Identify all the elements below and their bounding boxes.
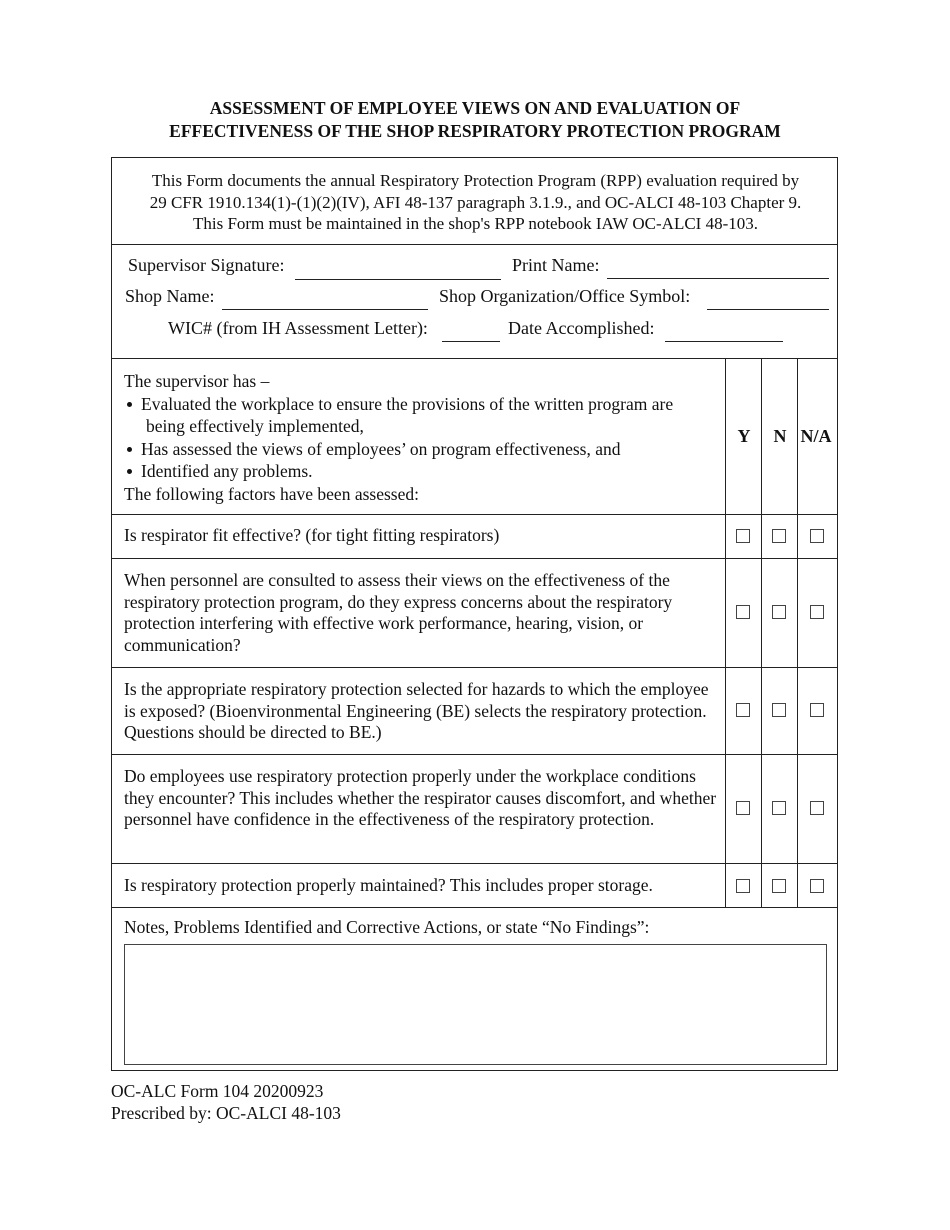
supervisor-bullet-1-cont: being effectively implemented, (146, 416, 364, 436)
supervisor-intro: The supervisor has – (124, 371, 270, 391)
supervisor-bullet-3: Identified any problems. (124, 460, 673, 483)
supervisor-signature-field[interactable] (295, 279, 501, 280)
column-header-na: N/A (800, 426, 832, 446)
q1-no-checkbox[interactable] (772, 529, 786, 543)
q5-na-checkbox[interactable] (810, 879, 824, 893)
divider (112, 863, 837, 864)
wic-field[interactable] (442, 341, 500, 342)
divider (112, 558, 837, 559)
q3-no-checkbox[interactable] (772, 703, 786, 717)
question-2: When personnel are consulted to assess their views on the effectiveness of the respiratory protection program, do they express concerns about the respiratory protection interfering with effective work performance, hearing, vision, or communication? (124, 570, 673, 655)
divider (112, 514, 837, 515)
shop-org-label: Shop Organization/Office Symbol: (439, 286, 691, 306)
form-title-line-1: ASSESSMENT OF EMPLOYEE VIEWS ON AND EVALUATION OF (209, 98, 741, 118)
q1-na-checkbox[interactable] (810, 529, 824, 543)
q1-yes-checkbox[interactable] (736, 529, 750, 543)
q4-na-checkbox[interactable] (810, 801, 824, 815)
column-header-y: Y (737, 426, 751, 446)
question-3: Is the appropriate respiratory protection selected for hazards to which the employee is exposed? (Bioenvironmental Engineering (BE) selects the respiratory protection. Questions should be directed to BE.) (124, 679, 709, 742)
question-5: Is respiratory protection properly maintained? This includes proper storage. (124, 875, 653, 895)
question-1: Is respirator fit effective? (for tight fitting respirators) (124, 525, 500, 545)
form-title-line-2: EFFECTIVENESS OF THE SHOP RESPIRATORY PROTECTION PROGRAM (169, 121, 781, 141)
notes-label: Notes, Problems Identified and Corrective Actions, or state “No Findings”: (124, 917, 650, 937)
question-4: Do employees use respiratory protection properly under the workplace conditions they encounter? This includes whether the respirator causes discomfort, and whether personnel have confidence in the effectiveness of the respiratory protection. (124, 766, 717, 829)
form-intro (112, 170, 839, 235)
wic-label: WIC# (from IH Assessment Letter): (168, 318, 428, 338)
supervisor-bullet-1: Evaluated the workplace to ensure the provisions of the written program are (124, 393, 673, 416)
date-accomplished-label: Date Accomplished: (508, 318, 655, 338)
divider (112, 754, 837, 755)
divider (112, 907, 837, 908)
intro-line-1: This Form documents the annual Respiratory Protection Program (RPP) evaluation required by (151, 171, 800, 190)
shop-name-label: Shop Name: (125, 286, 215, 306)
print-name-label: Print Name: (512, 255, 600, 275)
q5-yes-checkbox[interactable] (736, 879, 750, 893)
divider (112, 244, 837, 245)
print-name-field[interactable] (607, 278, 829, 279)
q4-yes-checkbox[interactable] (736, 801, 750, 815)
q4-no-checkbox[interactable] (772, 801, 786, 815)
assessment-form (111, 157, 838, 1071)
supervisor-statement (124, 370, 673, 505)
form-title (100, 97, 850, 143)
column-header-n: N (773, 426, 787, 446)
divider (112, 667, 837, 668)
date-accomplished-field[interactable] (665, 341, 783, 342)
q2-na-checkbox[interactable] (810, 605, 824, 619)
prescribed-by: Prescribed by: OC-ALCI 48-103 (111, 1103, 341, 1123)
q3-na-checkbox[interactable] (810, 703, 824, 717)
intro-line-3: This Form must be maintained in the shop's RPP notebook IAW OC-ALCI 48-103. (192, 214, 759, 233)
supervisor-outro: The following factors have been assessed: (124, 483, 419, 504)
supervisor-signature-label: Supervisor Signature: (128, 255, 285, 275)
q5-no-checkbox[interactable] (772, 879, 786, 893)
intro-line-2: 29 CFR 1910.134(1)-(1)(2)(IV), AFI 48-137 paragraph 3.1.9., and OC-ALCI 48-103 Chapter 9. (149, 192, 802, 212)
shop-name-field[interactable] (222, 309, 428, 310)
q2-yes-checkbox[interactable] (736, 605, 750, 619)
supervisor-bullet-2: Has assessed the views of employees’ on program effectiveness, and (124, 438, 673, 461)
q2-no-checkbox[interactable] (772, 605, 786, 619)
q3-yes-checkbox[interactable] (736, 703, 750, 717)
divider (112, 358, 837, 359)
form-number: OC-ALC Form 104 20200923 (111, 1081, 324, 1101)
shop-org-field[interactable] (707, 309, 829, 310)
notes-textarea[interactable] (124, 944, 827, 1065)
form-footer (111, 1080, 341, 1124)
